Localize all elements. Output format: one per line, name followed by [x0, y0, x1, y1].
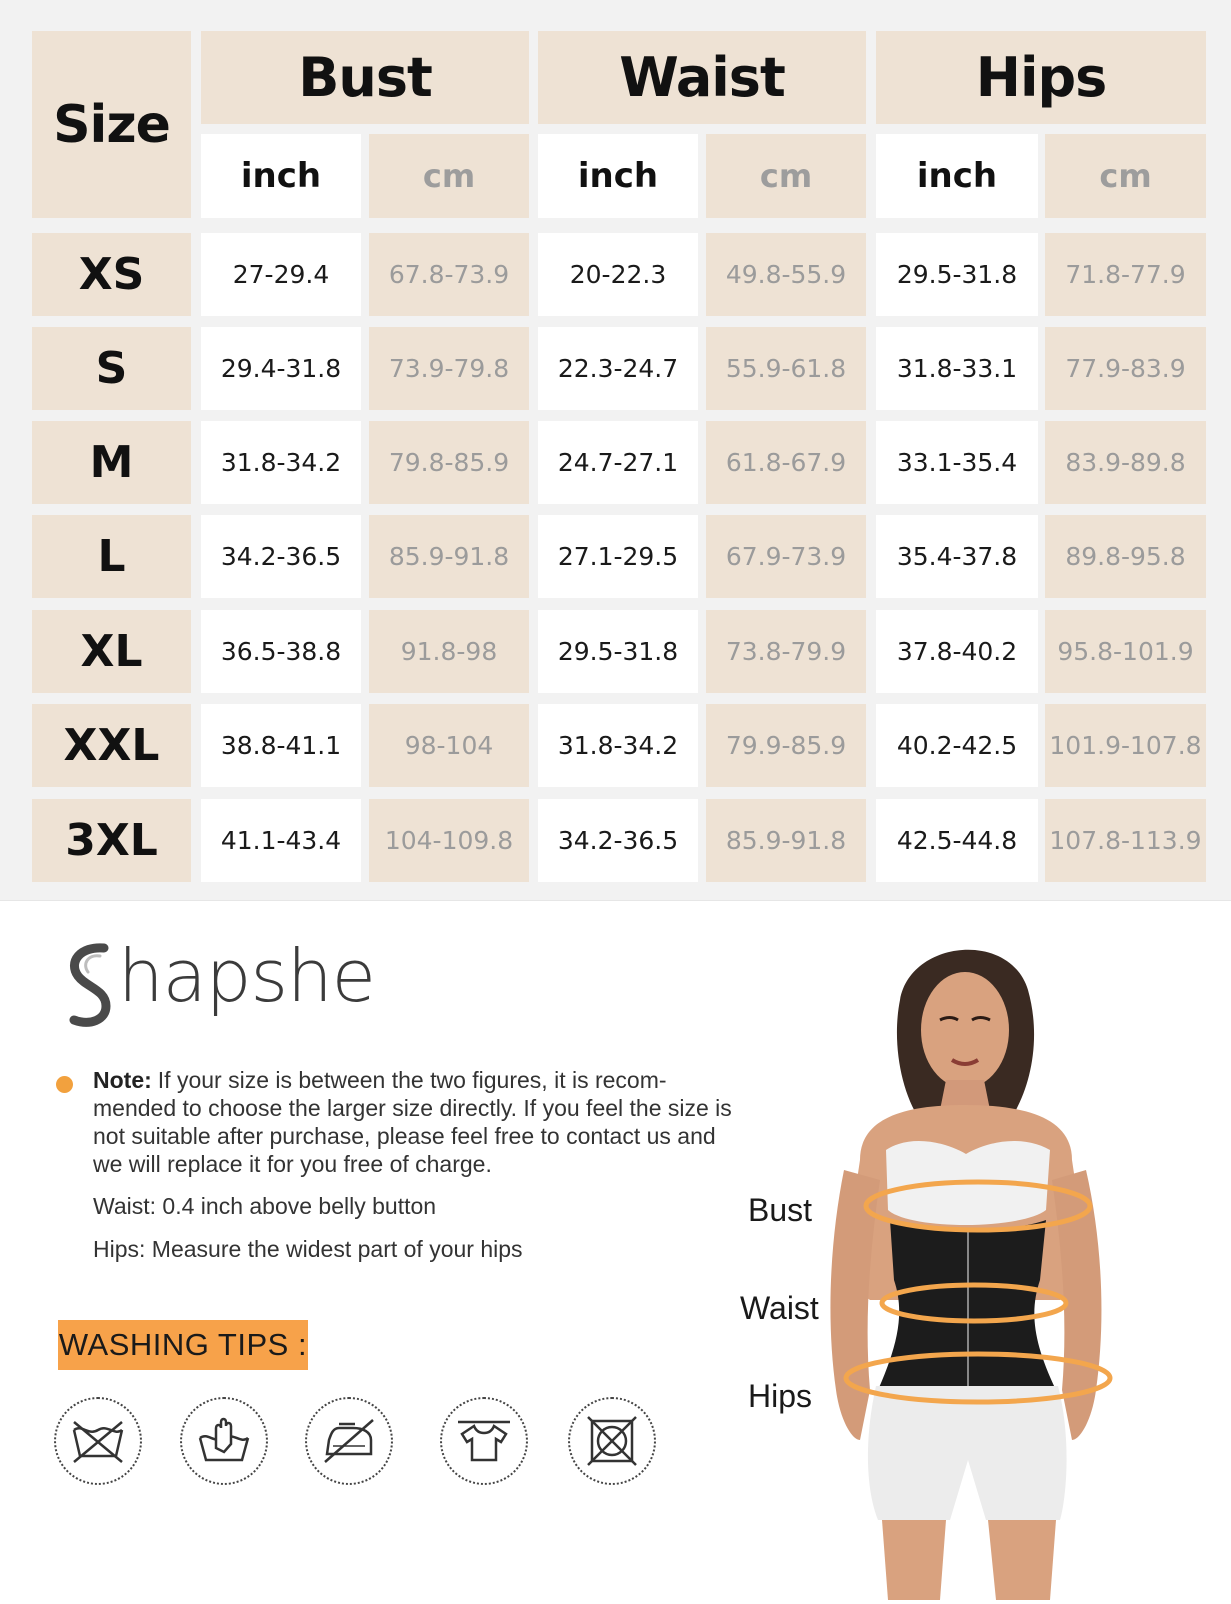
table-cell: 85.9-91.8	[369, 515, 529, 598]
table-cell: 31.8-34.2	[201, 421, 361, 504]
brand-logo	[60, 934, 420, 1050]
size-cell: M	[32, 421, 191, 504]
bullet-dot-icon	[56, 1076, 73, 1093]
table-cell: 98-104	[369, 704, 529, 787]
dry-flat-icon	[440, 1397, 528, 1485]
bust-header: Bust	[201, 31, 529, 124]
table-cell: 67.9-73.9	[706, 515, 866, 598]
table-cell: 38.8-41.1	[201, 704, 361, 787]
do-not-iron-icon	[305, 1397, 393, 1485]
table-cell: 27-29.4	[201, 233, 361, 316]
table-cell: 77.9-83.9	[1045, 327, 1206, 410]
note-body: If your size is between the two figures, it is recom-mended to choose the larger size directly. If you feel the size is not suitable after purchase, please feel free to contact us and we will replace it for you free of charge.	[93, 1067, 732, 1177]
bust-label: Bust	[748, 1192, 813, 1228]
table-cell: 34.2-36.5	[538, 799, 698, 882]
table-cell: 73.8-79.9	[706, 610, 866, 693]
do-not-tumble-dry-icon	[568, 1397, 656, 1485]
table-cell: 41.1-43.4	[201, 799, 361, 882]
hips-label: Hips	[748, 1378, 813, 1414]
table-cell: 79.9-85.9	[706, 704, 866, 787]
table-cell: 24.7-27.1	[538, 421, 698, 504]
table-cell: 27.1-29.5	[538, 515, 698, 598]
table-cell: 42.5-44.8	[876, 799, 1038, 882]
table-cell: 55.9-61.8	[706, 327, 866, 410]
bust-cm-header: cm	[369, 134, 529, 218]
waist-cm-header: cm	[706, 134, 866, 218]
table-cell: 22.3-24.7	[538, 327, 698, 410]
brand-wordmark: hapshe	[118, 934, 375, 1018]
model-figure	[760, 920, 1230, 1600]
table-cell: 29.4-31.8	[201, 327, 361, 410]
table-cell: 95.8-101.9	[1045, 610, 1206, 693]
hips-cm-header: cm	[1045, 134, 1206, 218]
table-cell: 101.9-107.8	[1045, 704, 1206, 787]
table-cell: 31.8-34.2	[538, 704, 698, 787]
model-illustration	[760, 920, 1230, 1600]
table-cell: 107.8-113.9	[1045, 799, 1206, 882]
do-not-wash-icon	[54, 1397, 142, 1485]
washing-tips-title: WASHING TIPS :	[58, 1320, 308, 1370]
table-cell: 29.5-31.8	[876, 233, 1038, 316]
table-cell: 40.2-42.5	[876, 704, 1038, 787]
table-cell: 34.2-36.5	[201, 515, 361, 598]
waist-measure-text: Waist: 0.4 inch above belly button	[93, 1193, 437, 1219]
size-cell: 3XL	[32, 799, 191, 882]
table-cell: 71.8-77.9	[1045, 233, 1206, 316]
table-cell: 31.8-33.1	[876, 327, 1038, 410]
size-cell: XS	[32, 233, 191, 316]
brand-s-mark-icon	[60, 940, 120, 1030]
table-cell: 67.8-73.9	[369, 233, 529, 316]
table-cell: 29.5-31.8	[538, 610, 698, 693]
table-cell: 61.8-67.9	[706, 421, 866, 504]
hand-wash-icon	[180, 1397, 268, 1485]
table-cell: 20-22.3	[538, 233, 698, 316]
size-cell: XL	[32, 610, 191, 693]
hips-inch-header: inch	[876, 134, 1038, 218]
waist-header: Waist	[538, 31, 866, 124]
table-cell: 104-109.8	[369, 799, 529, 882]
waist-label: Waist	[740, 1290, 819, 1326]
note-label: Note:	[93, 1067, 152, 1093]
table-cell: 35.4-37.8	[876, 515, 1038, 598]
table-cell: 36.5-38.8	[201, 610, 361, 693]
waist-inch-header: inch	[538, 134, 698, 218]
table-cell: 85.9-91.8	[706, 799, 866, 882]
size-cell: L	[32, 515, 191, 598]
size-cell: S	[32, 327, 191, 410]
table-cell: 73.9-79.8	[369, 327, 529, 410]
table-cell: 89.8-95.8	[1045, 515, 1206, 598]
table-cell: 91.8-98	[369, 610, 529, 693]
size-header: Size	[32, 31, 191, 218]
table-cell: 83.9-89.8	[1045, 421, 1206, 504]
table-cell: 37.8-40.2	[876, 610, 1038, 693]
size-cell: XXL	[32, 704, 191, 787]
table-cell: 33.1-35.4	[876, 421, 1038, 504]
table-cell: 49.8-55.9	[706, 233, 866, 316]
hips-header: Hips	[876, 31, 1206, 124]
table-cell: 79.8-85.9	[369, 421, 529, 504]
bust-inch-header: inch	[201, 134, 361, 218]
note-text	[93, 1066, 733, 1178]
hips-measure-text: Hips: Measure the widest part of your hips	[93, 1236, 523, 1262]
